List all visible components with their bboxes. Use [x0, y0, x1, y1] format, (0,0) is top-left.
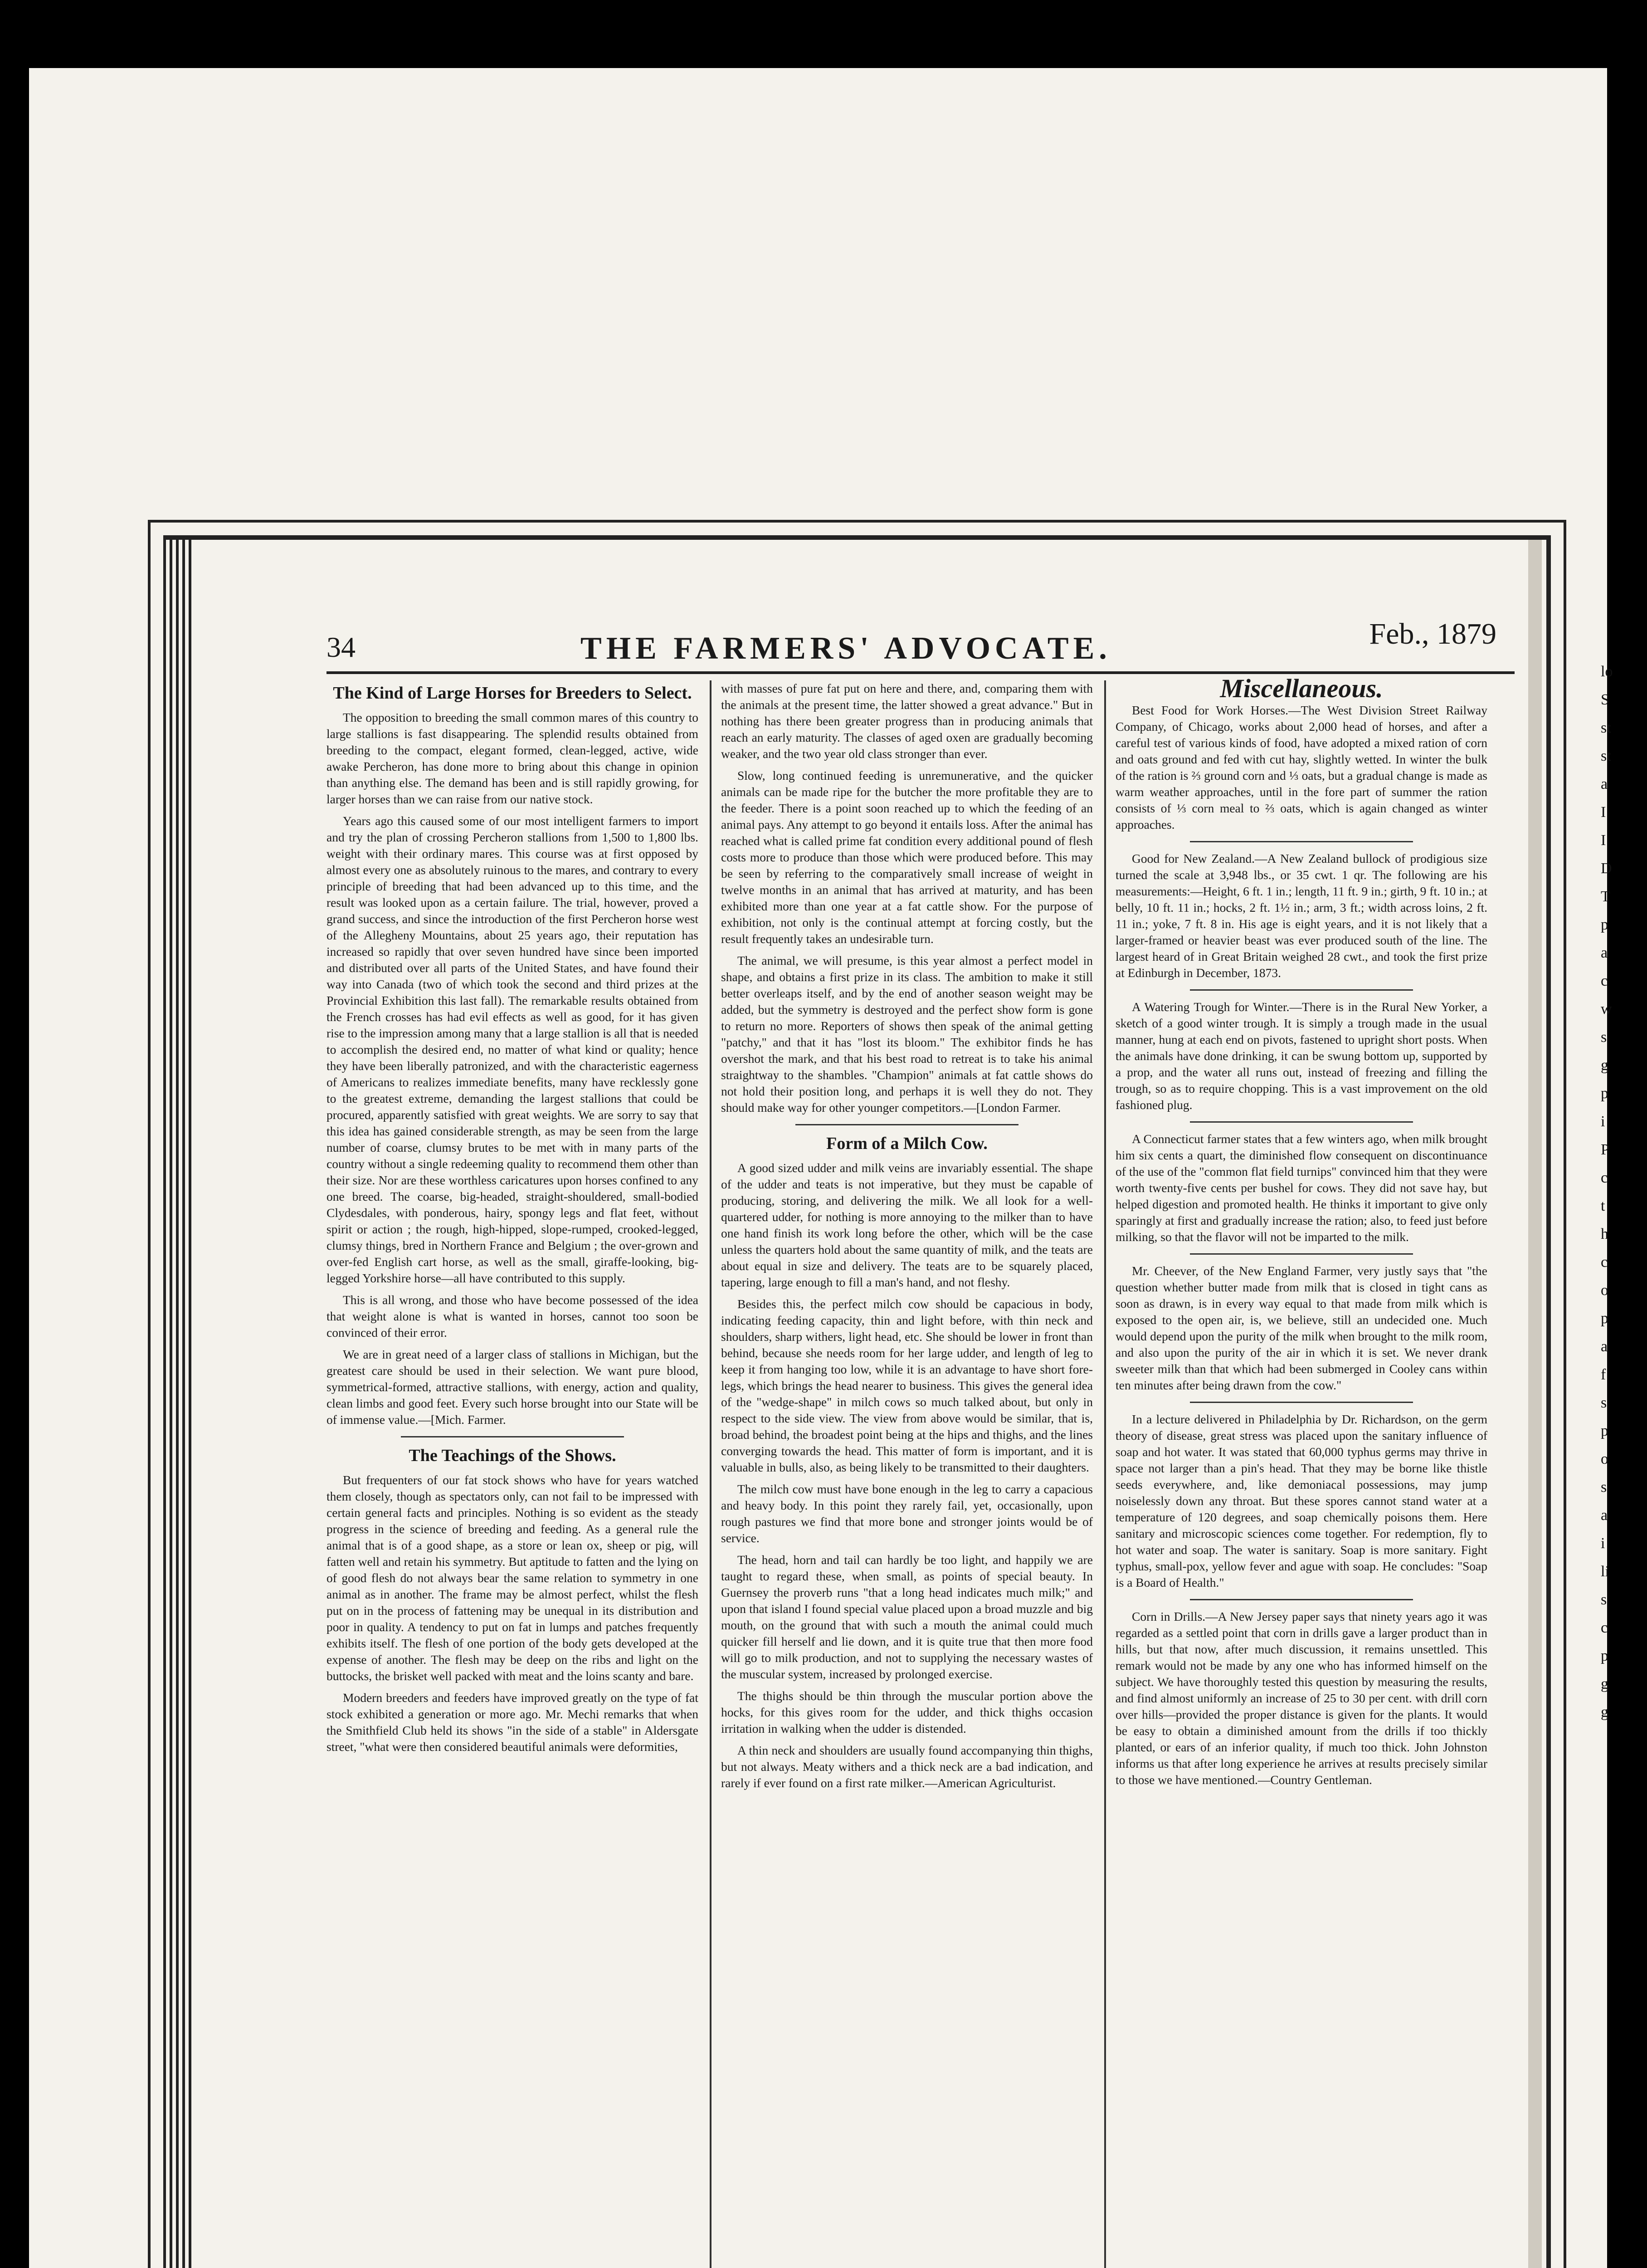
fragment-text: D	[1601, 860, 1612, 877]
page-fold	[1528, 540, 1542, 2268]
article-divider	[795, 1124, 1018, 1125]
fragment-text: g	[1601, 1676, 1608, 1692]
article-paragraph: A good sized udder and milk veins are invariably essential. The shape of the udder and teats is not imperative, but they must be capable of producing, storing, and delivering the milk. We all look for a well-quartered udder, for nothing is more annoying to the milker than to have one hand finish its work long before the other, which will be the case unless the quarters hold about the same quantity of milk, and the teats are about equal in size and delivery. The teats are to be squarely placed, tapering, large enough to fill a man's hand, and not fleshy.	[721, 1161, 1093, 1289]
fragment-text: s	[1601, 1591, 1607, 1608]
item-divider	[1190, 1253, 1413, 1255]
fragment-text: f	[1601, 1366, 1606, 1383]
fragment-text: p	[1601, 1422, 1608, 1439]
item-divider	[1190, 1599, 1413, 1600]
article-paragraph: But frequenters of our fat stock shows who have for years watched them closely, though as spectators only, can not fail to be impressed with certain general facts and principles. Nothing is so evident as the steady progress in the science of breeding and feeding. As a general rule the animal that is of a good shape, as a store or lean ox, sheep or pig, will fatten well and retain his symmetry. But aptitude to fatten and the lying on of good flesh do not always bear the same relation to symmetry in one animal as in another. The frame may be almost perfect, whilst the flesh put on in the process of fattening may be unequal in its distribution and poor in quality. A tendency to put on fat in lumps and patches frequently exhibits itself. The flesh of one portion of the body gets developed at the expense of another. The flesh may be deep on the ribs and light on the buttocks, the brisket well packed with meat and the loins scanty and bare.	[326, 1473, 698, 1683]
fragment-text: a	[1601, 1338, 1608, 1355]
fragment-text: lo	[1601, 663, 1613, 680]
article-paragraph: The thighs should be thin through the muscular portion above the hocks, for this gives room for the udder, and thick thighs occasion irritation in walking when the udder is distended.	[721, 1689, 1093, 1735]
fragment-text: o	[1601, 1282, 1608, 1299]
item-divider	[1190, 841, 1413, 842]
article-paragraph: Besides this, the perfect milch cow should be capacious in body, indicating feeding capacity, thin and light before, with thin neck and shoulders, sharp withers, light head, etc. She should be lower in front than behind, because she needs room for her large udder, and length of leg to keep it from hanging too low, while it is an advantage to have short fore-legs, which brings the head nearer to business. This gives the general idea of the "wedge-shape" in milch cows so much talked about, but only in respect to the side view. The view from above would be similar, that is, broad behind, the broadest point being at the hips and thighs, and the lines converging towards the head. This matter of form is important, and it is valuable in bulls, also, as being likely to be transmitted to their daughters.	[721, 1297, 1093, 1474]
article-paragraph: The opposition to breeding the small common mares of this country to large stallions is fast disappearing. The splendid results obtained from breeding to the compact, elegant formed, clean-legged, active, wide awake Percheron, has done more to bring about this change in opinion than anything else. The demand has been and is still rapidly growing, for larger horses than we can raise from our native stock.	[326, 710, 698, 806]
article-paragraph: The animal, we will presume, is this year almost a perfect model in shape, and obtains a first prize in its class. The ambition to make it still better overleaps itself, and by the end of another season weight may be added, but the symmetry is destroyed and the perfect show form is gone to return no more. Reporters of shows then speak of the animal getting "patchy," and that it has "lost its bloom." The exhibitor finds he has overshot the mark, and that his best road to retreat is to take his animal straightway to the shambles. "Champion" animals at fat cattle shows do not hold their position long, and perhaps it is well they do not. They should make way for other younger competitors.—[London Farmer.	[721, 953, 1093, 1114]
article-paragraph: Slow, long continued feeding is unremunerative, and the quicker animals can be made ripe for the butcher the more profitable they are to the feeder. There is a point soon reached up to which the feeding of an animal pays. Any attempt to go beyond it entails loss. After the animal has reached what is called prime fat condition every additional pound of flesh costs more to produce than those which were produced before. This may be seen by referring to the comparatively small increase of weight in twelve months in an animal that has arrived at maturity, and has been exhibited more than one year at a fat cattle show. For the purpose of exhibition, not only is the continual attempt at forcing costly, but the result frequently takes an undesirable turn.	[721, 768, 1093, 946]
article-paragraph: The milch cow must have bone enough in the leg to carry a capacious and heavy body. In this point they rarely fail, yet, occasionally, upon rough pastures we find that more bone and stronger joints would be of service.	[721, 1482, 1093, 1545]
fragment-text: a	[1601, 776, 1608, 792]
fragment-text: a	[1601, 1507, 1608, 1524]
fragment-text: p	[1601, 1085, 1608, 1102]
fragment-text: li	[1601, 1563, 1609, 1580]
fragment-text: p	[1601, 1310, 1608, 1327]
article-title: The Teachings of the Shows.	[409, 1446, 616, 1465]
misc-item: A Connecticut farmer states that a few winters ago, when milk brought him six cents a quart, the diminished flow consequent on discontinuance of the use of the "common flat field turnips" convinced him that they were worth twenty-five cents per bushel for cows. They did not save hay, but helped digestion and promoted health. He thinks it important to give only sparingly at first and gradually increase the ration; also, to feed just before milking, so that the flavor will not be imparted to the milk.	[1116, 1132, 1487, 1244]
fragment-text: c	[1601, 1169, 1608, 1186]
fragment-text: I	[1601, 832, 1606, 849]
column-2	[721, 680, 1093, 1797]
fragment-text: I	[1601, 804, 1606, 821]
newspaper-page	[326, 617, 1515, 2268]
fragment-text: S	[1601, 691, 1609, 708]
column-rule	[710, 680, 711, 2268]
fragment-text: s	[1601, 1029, 1607, 1046]
article-paragraph: with masses of pure fat put on here and there, and, comparing them with the animals at the present time, the latter showed a great advance." But in nothing has there been greater progress than in producing animals that reach an early maturity. The classes of aged oxen are gradually becoming weaker, and the two year old class stronger than ever.	[721, 681, 1093, 761]
fragment-text: g	[1601, 1057, 1608, 1074]
fragment-text: T	[1601, 888, 1610, 905]
misc-item: Good for New Zealand.—A New Zealand bullock of prodigious size turned the scale at 3,948 lbs., or 35 cwt. 1 qr. The following are his measurements:—Height, 6 ft. 1 in.; length, 11 ft. 9 in.; girth, 9 ft. 10 in.; at belly, 10 ft. 11 in.; hocks, 2 ft. 1½ in.; arm, 3 ft.; width across loins, 2 ft. 11 in.; yoke, 7 ft. 8 in. His age is eight years, and it is not likely that a larger-framed or heavier beast was ever produced south of the line. The largest heard of in Great Britain weighed 28 cwt., and took the first prize at Edinburgh in December, 1873.	[1116, 851, 1487, 980]
fragment-text: c	[1601, 1254, 1608, 1271]
masthead: THE FARMERS' ADVOCATE.	[580, 631, 1111, 666]
fragment-text: p	[1601, 916, 1608, 933]
column-rule	[1104, 680, 1106, 2268]
fragment-text: c	[1601, 1619, 1608, 1636]
article-title: The Kind of Large Horses for Breeders to Select.	[333, 684, 692, 703]
fragment-text: i	[1601, 1535, 1605, 1552]
page-header	[326, 617, 1515, 674]
fragment-text: o	[1601, 1451, 1608, 1467]
article-paragraph: The head, horn and tail can hardly be too light, and happily we are taught to regard these, when small, as points of special beauty. In Guernsey the proverb runs "that a long head indicates much milk;" and upon that island I found special value placed upon a broad muzzle and big mouth, on the ground that with such a mouth the animal could much quicker fill herself and lie down, and it is quite true that then more food will go to milk production, and not to supplying the necessary wastes of the muscular system, increased by prolonged exercise.	[721, 1553, 1093, 1681]
misc-item: Corn in Drills.—A New Jersey paper says that ninety years ago it was regarded as a settled point that corn in drills gave a larger product than in hills, but that now, after much discussion, it remains unsettled. This remark would not be made by any one who has informed himself on the subject. We have thoroughly tested this question by measuring the results, and find almost uniformly an increase of 25 to 30 per cent. with drill corn over hills—provided the proper distance is given for the plants. It would be easy to obtain a diminished amount from the drills if too thickly planted, or ears of an inferior quality, if much too thick. John Johnston informs us that after long experience he arrives at results precisely similar to those we have mentioned.—Country Gentleman.	[1116, 1609, 1487, 1787]
misc-item: Best Food for Work Horses.—The West Division Street Railway Company, of Chicago, works about 2,000 head of horses, and after a careful test of various kinds of food, have adopted a mixed ration of corn and oats ground and fed with cut hay, slightly wetted. In winter the bulk of the ration is ⅔ ground corn and ⅓ oats, but a gradual change is made as warm weather approaches, until in the fore part of summer the ration consists of ⅓ corn meal to ⅔ oats, which is again changed as winter approaches.	[1116, 703, 1487, 831]
fragment-text: h	[1601, 1226, 1608, 1242]
adjacent-page-fragments	[1601, 658, 1642, 1726]
fragment-text: w	[1601, 1001, 1612, 1017]
article-title: Form of a Milch Cow.	[826, 1134, 988, 1153]
issue-date: Feb., 1879	[1369, 617, 1496, 650]
misc-item: A Watering Trough for Winter.—There is in the Rural New Yorker, a sketch of a good winter trough. It is simply a trough made in the usual manner, hung at each end on pivots, fastened to upright short posts. When the animals have done drinking, it can be swung bottom up, supported by a prop, and the water all runs out, instead of freezing and filling the trough, so as to require chopping. This is a vast improvement on the old fashioned plug.	[1116, 1000, 1487, 1112]
article-paragraph: Modern breeders and feeders have improved greatly on the type of fat stock exhibited a generation or more ago. Mr. Mechi remarks that when the Smithfield Club held its shows "in the side of a stable" in Aldersgate street, "what were then considered beautiful animals were deformities,	[326, 1691, 698, 1754]
article-paragraph: This is all wrong, and those who have become possessed of the idea that weight alone is what is wanted in horses, cannot too soon be convinced of their error.	[326, 1293, 698, 1339]
article-paragraph: Years ago this caused some of our most intelligent farmers to import and try the plan of crossing Percheron stallions from 1,500 to 1,800 lbs. weight with their ordinary mares. This course was at first opposed by almost every one as absolutely ruinous to the mares, and contrary to every principle of breeding that had been advanced up to this time, and the result was looked upon as a certain failure. The trial, however, proved a grand success, and since the introduction of the first Percheron horse west of the Allegheny Mountains, about 25 years ago, their reputation has increased so rapidly that over seven hundred have since been imported and distributed over all parts of the United States, and have found their way into Canada (two of which took the second and third prizes at the Provincial Exhibition this last fall). The remarkable results obtained from the French crosses has had evil effects as well as good, for it has given rise to the impression among many that a large stallion is all that is needed to accomplish the desired end, no matter of what kind or quality; hence they have been liberally patronized, and with the characteristic eagerness of Americans to realizes immediate benefits, many have recklessly gone to the greatest extreme, demanding the largest stallions that could be procured, apparently satisfied with great weights. We are sorry to say that this idea has gained considerable strength, as may be seen from the large number of coarse, clumsy brutes to be met with in many parts of the country without a single redeeming quality to recommend them other than their size. Nor are these worthless caricatures upon horses confined to any one breed. The coarse, big-headed, straight-shouldered, small-bodied Clydesdales, with ponderous, hairy, spongy legs and flat feet, without spirit or action ; the rough, high-hipped, slope-rumped, crooked-legged, clumsy things, bred in Northern France and Belgium ; the over-grown and over-fed English cart horse, as well as the small, giraffe-looking, big-legged Yorkshire horse—all have contributed to this supply.	[326, 814, 698, 1285]
book-spine	[163, 540, 195, 2268]
misc-item: In a lecture delivered in Philadelphia by Dr. Richardson, on the germ theory of disease, great stress was placed upon the sanitary influence of soap and hot water. It was stated that 60,000 typhus germs may thrive in space not larger than a pin's head. That they may be borne like thistle seeds everywhere, and, like demoniacal possessions, may jump noiselessly down any throat. But these spores cannot stand water at a temperature of 120 degrees, and soap chemically poisons them. Here sanitary and microscopic sciences come together. For redemption, fly to hot water and soap. The water is sanitary. Soap is more sanitary. Fight typhus, small-pox, yellow fever and ague with soap. He concludes: "Soap is a Board of Health."	[1116, 1412, 1487, 1589]
fragment-text: st	[1601, 719, 1611, 736]
fragment-text: st	[1601, 748, 1611, 764]
item-divider	[1190, 1121, 1413, 1123]
fragment-text: g	[1601, 1704, 1608, 1721]
article-paragraph: A thin neck and shoulders are usually found accompanying thin thighs, but not always. Meaty withers and a thick neck are a bad indication, and rarely if ever found on a first rate milker.—American Agriculturist.	[721, 1743, 1093, 1790]
fragment-text: c	[1601, 973, 1608, 989]
article-paragraph: We are in great need of a larger class of stallions in Michigan, but the greatest care should be used in their selection. We want pure blood, symmetrical-formed, attractive stallions, with energy, action and quality, clean limbs and good feet. Every such horse brought into our State will be of immense value.—[Mich. Farmer.	[326, 1347, 698, 1427]
fragment-text: s	[1601, 1479, 1607, 1496]
fragment-text: a	[1601, 944, 1608, 961]
column-1	[326, 680, 698, 1760]
section-title: Miscellaneous.	[1220, 674, 1383, 703]
page-number: 34	[326, 631, 356, 663]
column-3	[1116, 674, 1487, 1794]
fragment-text: i	[1601, 1113, 1605, 1130]
article-divider	[401, 1436, 624, 1437]
item-divider	[1190, 989, 1413, 991]
fragment-text: p	[1601, 1647, 1608, 1664]
fragment-text: P	[1601, 1141, 1609, 1158]
misc-item: Mr. Cheever, of the New England Farmer, very justly says that "the question whether butter made from milk that is closed in tight cans as soon as drawn, is in every way equal to that made from milk which is exposed to the open air, is, we believe, still an undecided one. Much would depend upon the purity of the milk when brought to the milk room, and also upon the purity of the air in which it is set. We never drank sweeter milk than that which had been submerged in Cooley cans within ten minutes after being drawn from the cow."	[1116, 1264, 1487, 1392]
item-divider	[1190, 1402, 1413, 1403]
fragment-text: s	[1601, 1394, 1607, 1411]
fragment-text: t	[1601, 1198, 1605, 1214]
